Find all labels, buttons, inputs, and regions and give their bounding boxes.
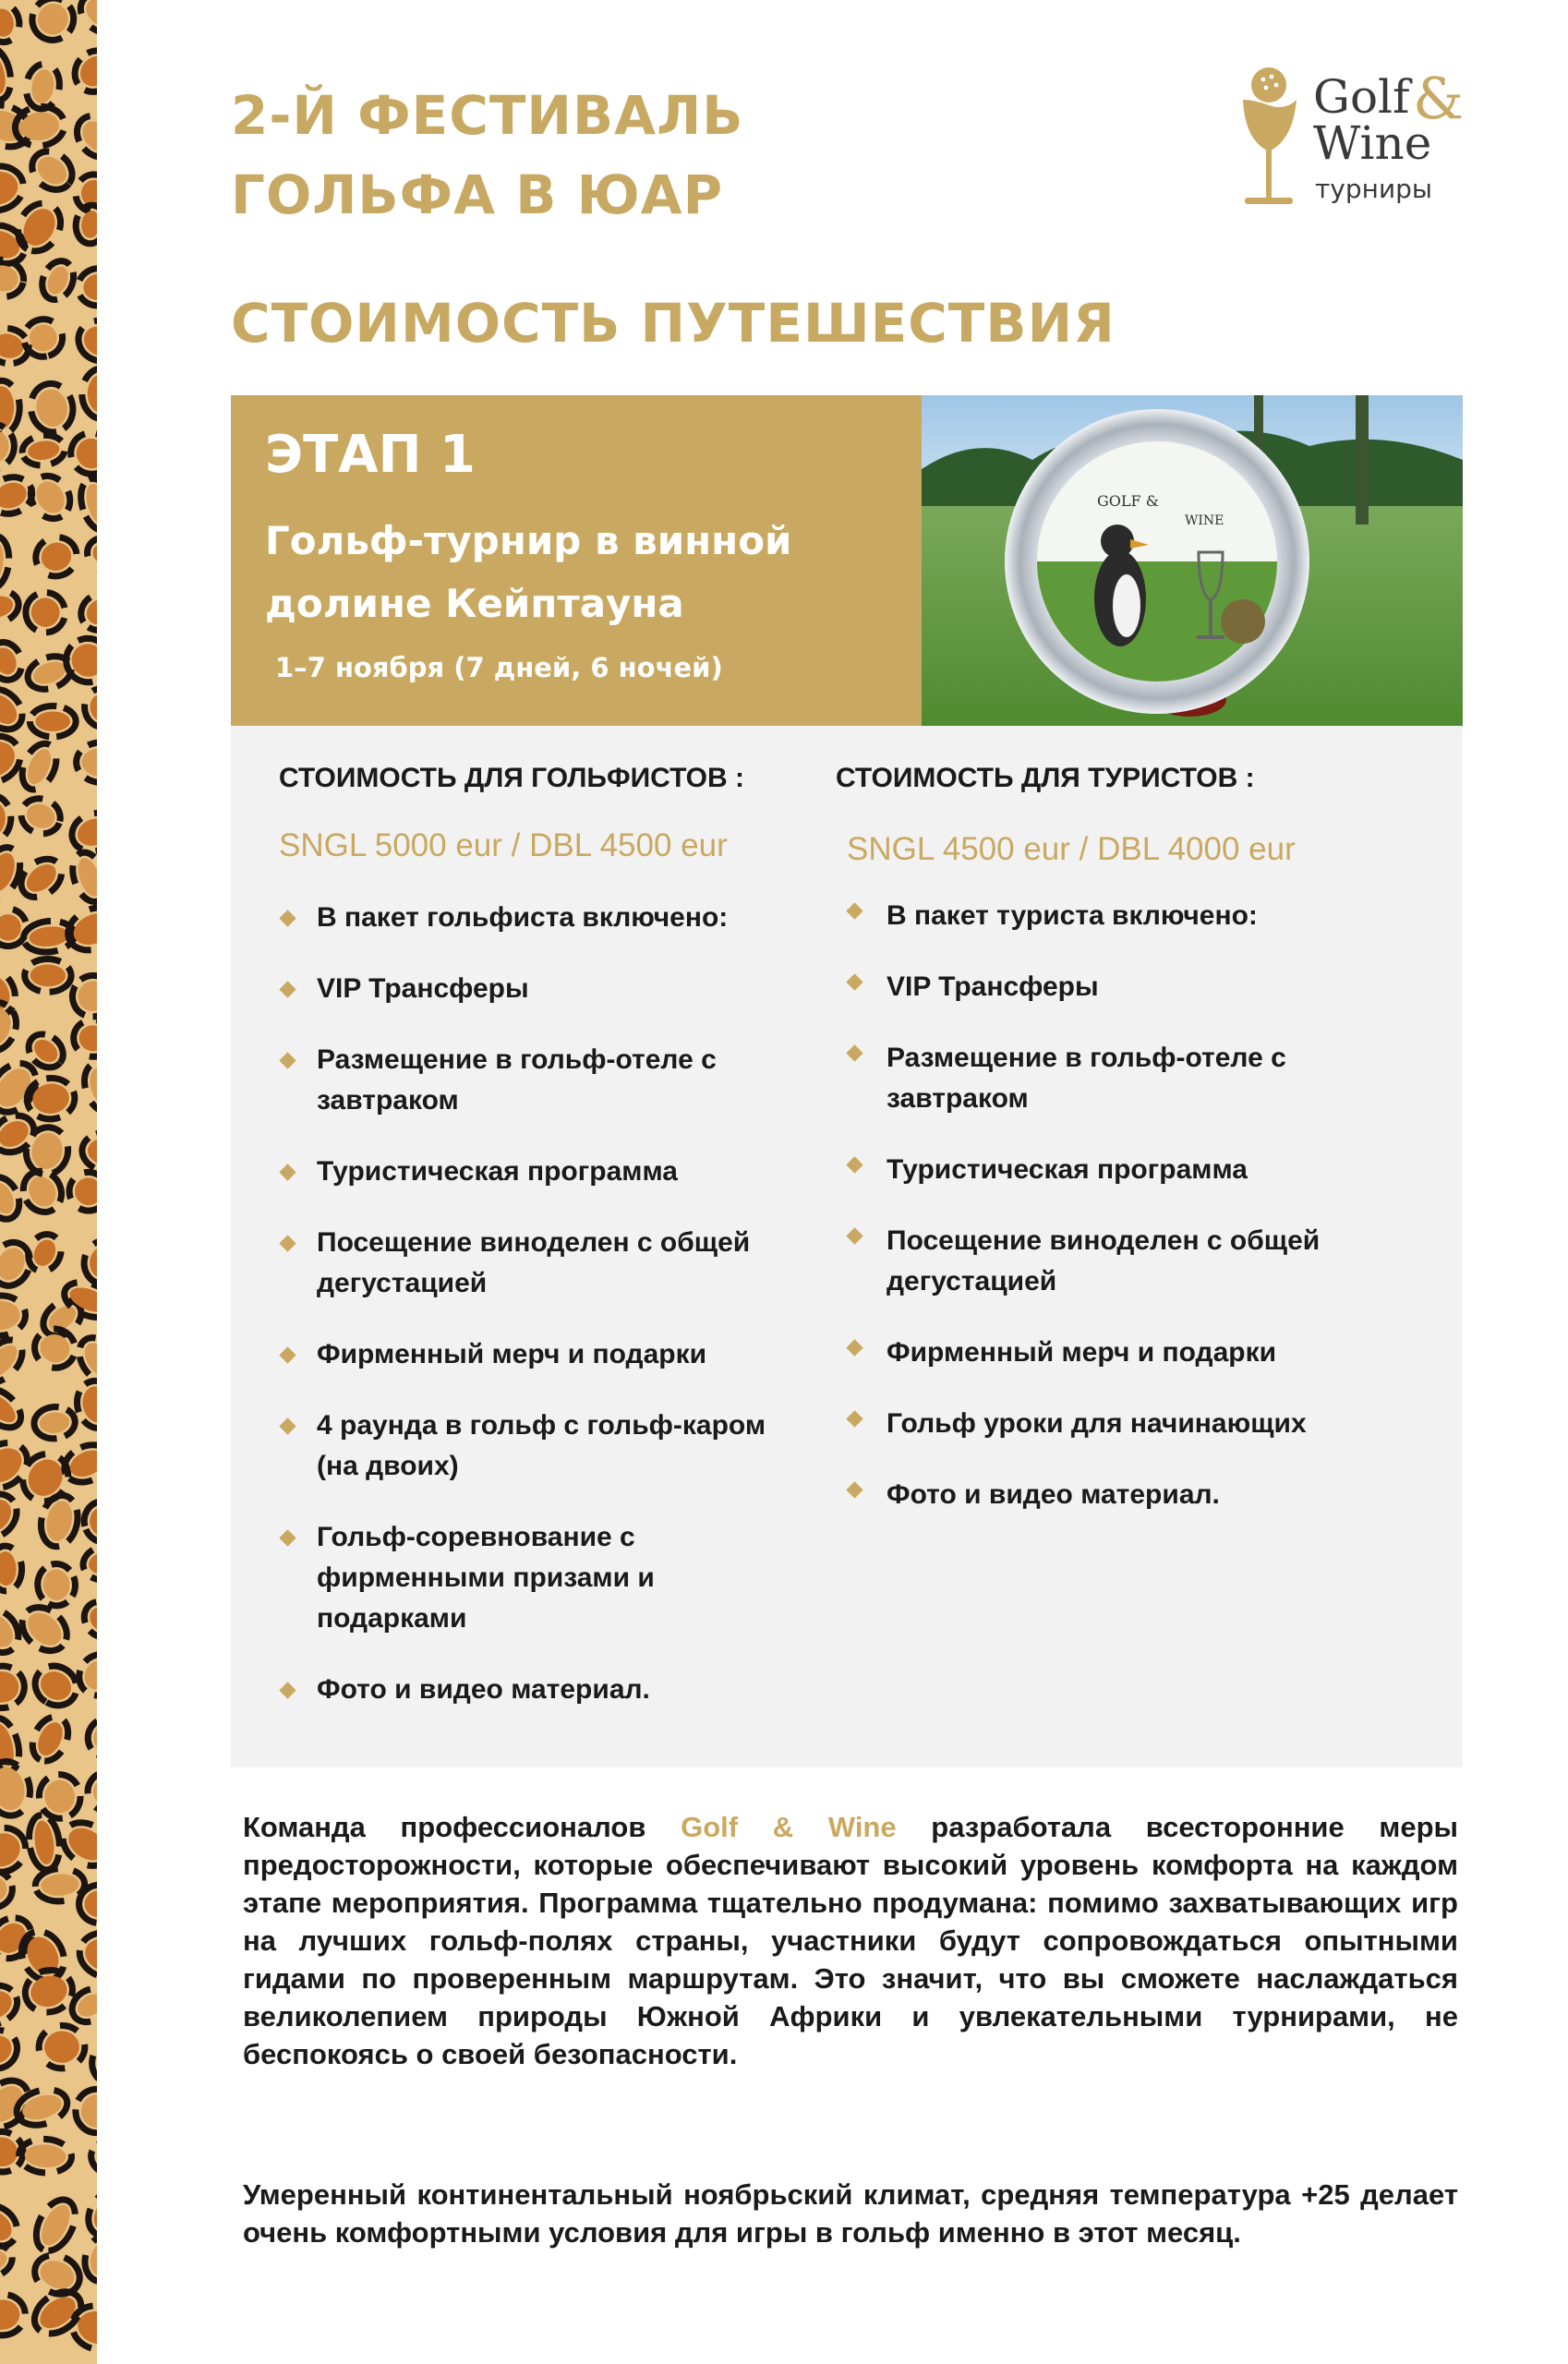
paragraph-rest: разработала всесторонние меры предосторожности, которые обеспечивают высокий уровень комфорта на каждом этапе мероприятия. Программа тщательно продумана: помимо захватывающих игр на лучших гольф-полях страны, участники будут сопровождаться опытными гидами по проверенным маршрутам. Это значит, что вы сможете наслаждаться великолепием природы Южной Африки и увлекательными турнирами, не беспокоясь о своей безопасности. <box>243 1811 1458 2070</box>
list-item <box>836 1038 1427 1119</box>
diamond-bullet-icon <box>279 1346 296 1363</box>
section-title: СТОИМОСТЬ ПУТЕШЕСТВИЯ <box>231 292 1116 355</box>
list-item-text: Размещение в гольф-отеле с завтраком <box>887 1043 1286 1114</box>
diamond-bullet-icon <box>846 1227 862 1244</box>
list-item <box>836 1404 1427 1444</box>
diamond-bullet-icon <box>846 1044 862 1061</box>
list-item-text: Туристическая программа <box>317 1156 678 1187</box>
list-item <box>279 1334 805 1375</box>
list-item <box>836 1221 1427 1302</box>
stage-name: Гольф-турнир в винной долине Кейптауна <box>265 518 792 626</box>
diamond-bullet-icon <box>279 1529 296 1546</box>
list-item <box>279 1405 805 1487</box>
list-item-text: Посещение виноделен с общей дегустацией <box>317 1227 751 1298</box>
list-item-text: Гольф уроки для начинающих <box>887 1408 1307 1439</box>
golfers-items-list <box>279 898 805 1741</box>
list-item-text: Туристическая программа <box>887 1154 1248 1185</box>
diamond-bullet-icon <box>279 1417 296 1434</box>
golf-wine-logo <box>1237 65 1487 212</box>
price-panel <box>231 726 1463 1767</box>
tourists-price: SNGL 4500 eur / DBL 4000 eur <box>847 831 1296 867</box>
diamond-bullet-icon <box>279 1164 296 1180</box>
brand-name: Golf & Wine <box>681 1811 897 1843</box>
leopard-print-border <box>0 0 97 2364</box>
list-item-text: В пакет гольфиста включено: <box>317 902 729 933</box>
list-item <box>836 967 1427 1007</box>
stage-banner <box>231 395 922 726</box>
title-line-1: 2-Й ФЕСТИВАЛЬ <box>231 84 744 147</box>
list-item <box>279 1040 805 1121</box>
list-item <box>279 1223 805 1304</box>
logo-ampersand: & <box>1413 65 1465 132</box>
diamond-bullet-icon <box>846 1481 862 1498</box>
tourists-items-list <box>836 896 1427 1546</box>
logo-wine-text: Wine <box>1313 116 1432 170</box>
list-item <box>279 969 805 1009</box>
stage-label: ЭТАП 1 <box>265 425 476 485</box>
list-item <box>279 1152 805 1192</box>
list-item <box>836 1150 1427 1190</box>
diamond-bullet-icon <box>279 1235 296 1251</box>
diamond-bullet-icon <box>279 1052 296 1068</box>
diamond-bullet-icon <box>279 910 296 926</box>
diamond-bullet-icon <box>279 1682 296 1698</box>
list-item-text: Фото и видео материал. <box>317 1674 650 1705</box>
list-item-text: Фирменный мерч и подарки <box>887 1337 1277 1368</box>
diamond-bullet-icon <box>846 1156 862 1173</box>
stage-dates: 1–7 ноября (7 дней, 6 ночей) <box>275 652 723 683</box>
logo-golf-text: Golf <box>1313 70 1410 124</box>
climate-paragraph: Умеренный континентальный ноябрьский климат, средняя температура +25 делает очень комфортными условия для игры в гольф именно в этот месяц. <box>243 2178 1458 2249</box>
list-item <box>279 898 805 938</box>
diamond-bullet-icon <box>846 902 862 919</box>
trophy-plate-photo <box>922 395 1463 726</box>
list-item-text: VIP Трансферы <box>887 971 1099 1002</box>
list-item-text: Размещение в гольф-отеле с завтраком <box>317 1044 717 1116</box>
list-item <box>279 1517 805 1639</box>
list-item <box>836 1475 1427 1515</box>
golfers-price: SNGL 5000 eur / DBL 4500 eur <box>279 827 728 863</box>
tourists-heading: СТОИМОСТЬ ДЛЯ ТУРИСТОВ : <box>836 763 1255 793</box>
list-item-text: Фото и видео материал. <box>887 1479 1220 1510</box>
list-item-text: Посещение виноделен с общей дегустацией <box>887 1225 1321 1297</box>
diamond-bullet-icon <box>846 1410 862 1427</box>
wine-glass-golf-ball-icon <box>1237 65 1311 212</box>
list-item <box>836 1333 1427 1373</box>
plate-text-right: WINE <box>1185 513 1224 528</box>
golfers-heading: СТОИМОСТЬ ДЛЯ ГОЛЬФИСТОВ : <box>279 763 744 793</box>
list-item-text: VIP Трансферы <box>317 973 529 1004</box>
diamond-bullet-icon <box>846 1339 862 1356</box>
diamond-bullet-icon <box>846 973 862 990</box>
page-title <box>231 76 743 235</box>
diamond-bullet-icon <box>279 981 296 997</box>
title-line-2: ГОЛЬФА В ЮАР <box>231 163 724 226</box>
paragraph-start: Команда профессионалов <box>243 1811 646 1843</box>
list-item <box>836 896 1427 936</box>
plate-text-left: GOLF & <box>1097 492 1159 510</box>
list-item-text: Фирменный мерч и подарки <box>317 1339 707 1369</box>
logo-subtitle: турниры <box>1315 174 1433 204</box>
list-item-text: 4 раунда в гольф с гольф-каром (на двоих) <box>317 1410 766 1481</box>
safety-paragraph <box>243 1808 1458 2073</box>
list-item-text: В пакет туриста включено: <box>887 900 1258 931</box>
list-item-text: Гольф-соревнование с фирменными призами и подарками <box>317 1522 655 1634</box>
list-item <box>279 1670 805 1710</box>
